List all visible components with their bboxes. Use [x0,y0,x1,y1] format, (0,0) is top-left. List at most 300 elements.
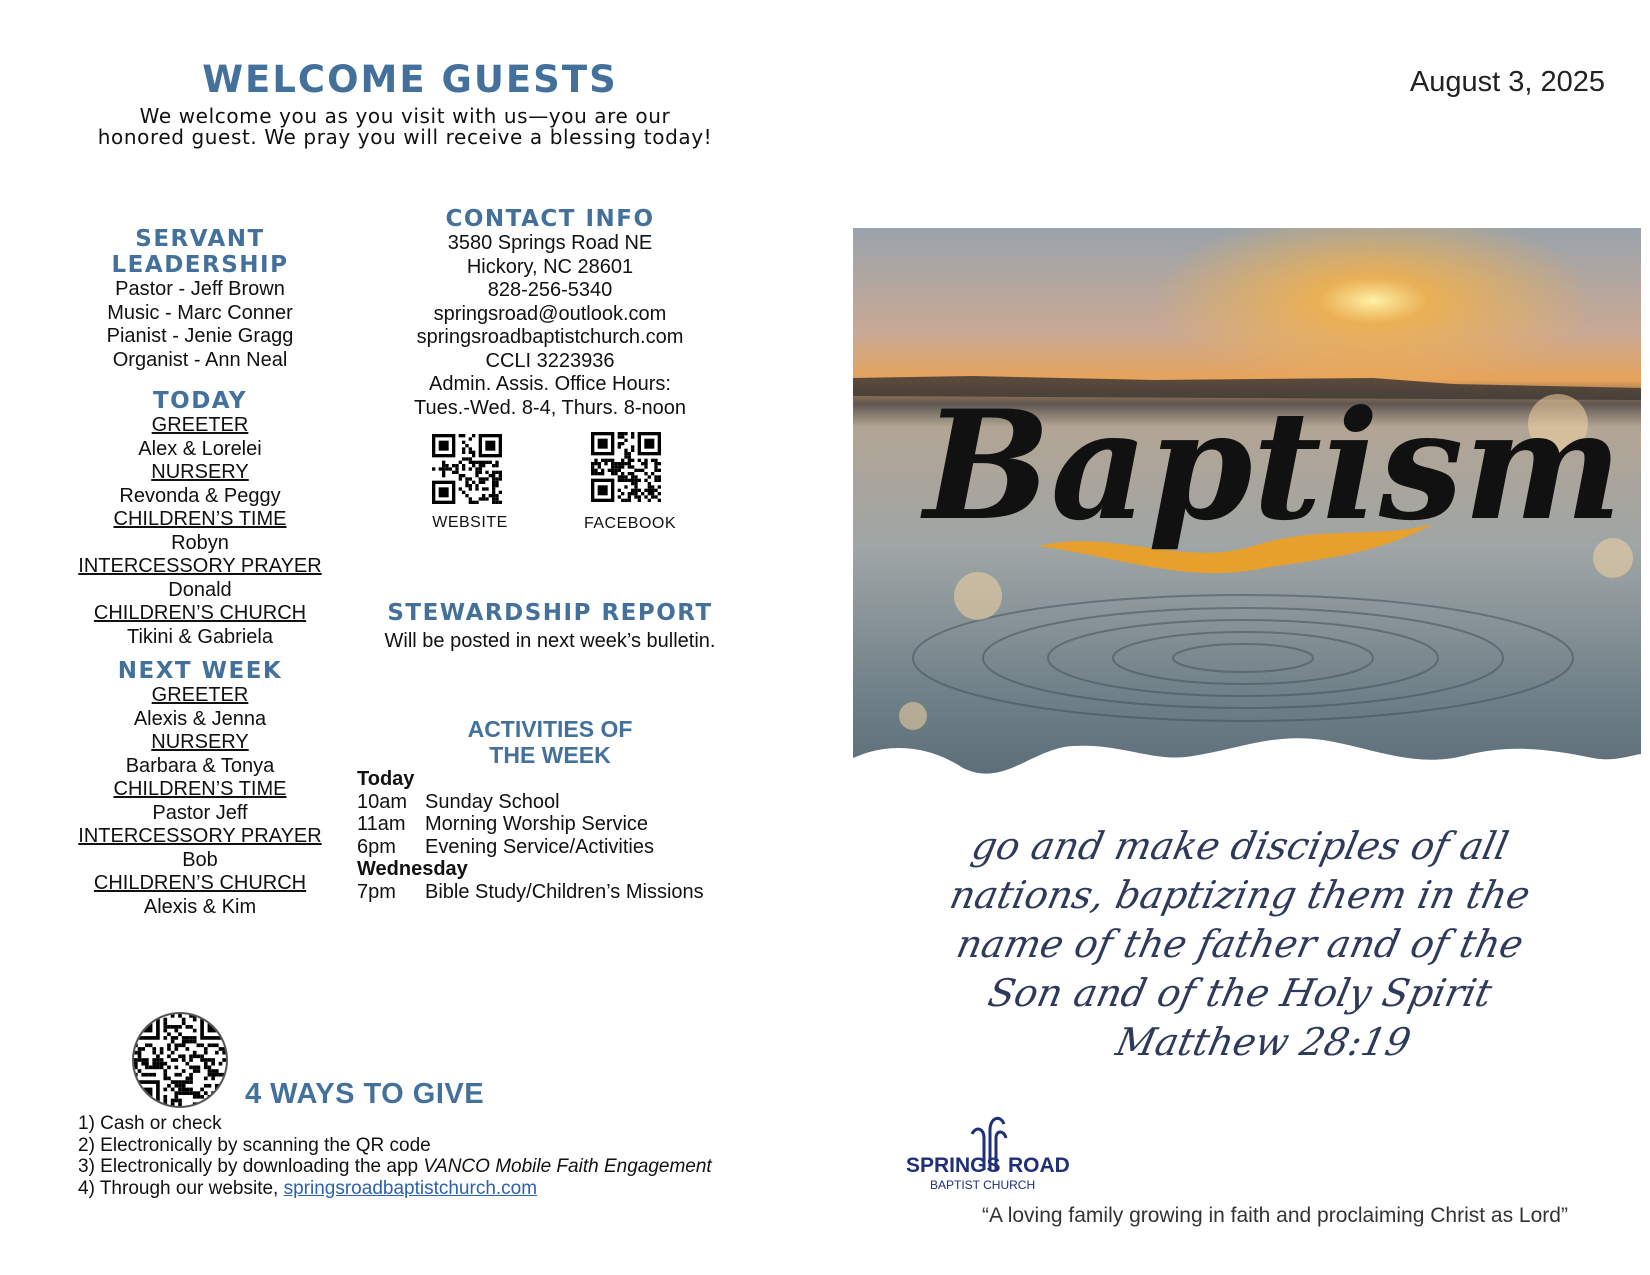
qr-module [174,1025,178,1029]
qr-module [167,1054,171,1058]
next-week-section [70,658,330,919]
qr-module [459,477,462,480]
qr-module [624,485,627,488]
qr-module [219,1088,223,1092]
qr-module [171,1051,175,1055]
qr-module [134,1058,138,1062]
qr-module [204,1047,208,1051]
qr-module [591,465,594,468]
qr-module [163,1099,167,1103]
qr-module [197,1066,201,1070]
qr-module [654,495,657,498]
qr-module [492,484,495,487]
qr-module [601,469,604,472]
qr-module [160,1051,164,1055]
role-names: Robyn [171,531,229,554]
qr-module [495,464,498,467]
qr-module [459,461,462,464]
qr-module [618,475,621,478]
qr-module [182,1043,186,1047]
qr-module [455,464,458,467]
qr-module [462,434,465,437]
qr-module [134,1062,138,1066]
qr-module [197,1043,201,1047]
stewardship-heading: STEWARDSHIP REPORT [387,600,713,626]
qr-module [445,467,448,470]
qr-module [648,499,651,502]
qr-module [189,1040,193,1044]
giving-qr-code[interactable] [132,1012,228,1108]
qr-module [197,1069,201,1073]
qr-module [189,1073,193,1077]
qr-module [598,472,601,475]
role-label: CHILDREN’S TIME [113,778,287,800]
qr-module [193,1036,197,1040]
qr-module [171,1088,175,1092]
qr-module [621,432,624,435]
role-names: Pastor Jeff [152,801,248,824]
qr-module [495,497,498,500]
baptism-cover-image [853,228,1641,813]
qr-module [197,1095,201,1099]
qr-module [601,472,604,475]
qr-module [204,1066,208,1070]
vanco-app-name: VANCO Mobile Faith Engagement [423,1156,712,1177]
activity-event: Bible Study/Children’s Missions [425,880,704,903]
qr-module [163,1018,167,1022]
qr-module [469,477,472,480]
qr-module [138,1058,142,1062]
qr-module [200,1058,204,1062]
qr-module [163,1021,167,1025]
qr-module [208,1102,212,1106]
qr-module [472,454,475,457]
qr-module [134,1051,138,1055]
qr-module [618,465,621,468]
verse-line: name of the father and of the [952,922,1528,966]
qr-module [489,461,492,464]
activity-row [357,881,777,904]
qr-module [614,469,617,472]
activities-list [357,768,777,903]
qr-module [182,1054,186,1058]
qr-module [469,501,472,504]
qr-module [197,1091,201,1095]
qr-module [174,1029,178,1033]
qr-module [452,471,455,474]
qr-module [189,1080,193,1084]
qr-module [631,449,634,452]
qr-module [618,489,621,492]
role-label: GREETER [151,684,249,706]
qr-module [197,1054,201,1058]
qr-module [658,479,661,482]
qr-module [163,1077,167,1081]
qr-module [138,1069,142,1073]
qr-module [171,1040,175,1044]
qr-module [149,1043,153,1047]
qr-module [211,1062,215,1066]
contact-city: Hickory, NC 28601 [466,255,634,278]
qr-module [631,489,634,492]
qr-module [618,469,621,472]
contact-section [370,206,730,420]
qr-module [608,469,611,472]
qr-module [611,459,614,462]
qr-module [215,1088,219,1092]
qr-module [160,1062,164,1066]
qr-module [208,1069,212,1073]
role-names: Bob [182,848,218,871]
bulletin-date: August 3, 2025 [1409,66,1605,98]
office-hours: Tues.-Wed. 8-4, Thurs. 8-noon [414,396,686,419]
verse-line: nations, baptizing them in the [946,873,1535,917]
qr-module [634,479,637,482]
qr-module [171,1102,175,1106]
qr-module [485,497,488,500]
role-names: Alexis & Kim [143,895,257,918]
qr-module [611,465,614,468]
servant-leadership-section [70,226,330,372]
qr-module [189,1077,193,1081]
qr-module [178,1091,182,1095]
qr-module [134,1043,138,1047]
giving-item [78,1156,712,1178]
qr-module [200,1054,204,1058]
qr-module [479,477,482,480]
qr-module [644,472,647,475]
qr-module [171,1025,175,1029]
giving-item [78,1178,712,1200]
qr-module [208,1058,212,1062]
qr-module [204,1062,208,1066]
qr-module [156,1054,160,1058]
qr-module [651,495,654,498]
qr-module [638,499,641,502]
qr-module [499,474,502,477]
qr-module [651,472,654,475]
role-label: CHILDREN’S TIME [113,508,287,530]
qr-module [631,482,634,485]
qr-module [654,489,657,492]
qr-module [634,485,637,488]
qr-module [178,1080,182,1084]
leader-item: Organist - Ann Neal [112,348,288,371]
qr-module [163,1036,167,1040]
facebook-qr-label: FACEBOOK [583,515,677,532]
qr-module [211,1073,215,1077]
qr-module [204,1091,208,1095]
qr-finder-module [485,441,495,451]
qr-module [163,1102,167,1106]
qr-module [167,1047,171,1051]
qr-module [658,462,661,465]
giving-website-link[interactable]: springsroadbaptistchurch.com [283,1177,538,1199]
qr-module [167,1025,171,1029]
qr-module [651,492,654,495]
role-names: Alexis & Jenna [133,707,267,730]
qr-module [648,489,651,492]
qr-module [174,1058,178,1062]
qr-module [648,482,651,485]
qr-module [186,1091,190,1095]
qr-module [492,491,495,494]
qr-module [174,1099,178,1103]
qr-module [495,471,498,474]
activities-day-wednesday: Wednesday [357,858,468,880]
activity-time: 7pm [357,880,396,903]
qr-module [186,1047,190,1051]
activity-time: 11am [357,813,406,835]
role-label: NURSERY [151,731,249,753]
qr-module [219,1062,223,1066]
qr-module [200,1088,204,1092]
qr-module [211,1077,215,1081]
qr-finder-module [208,1021,219,1032]
qr-module [634,492,637,495]
baptism-title: Baptism [923,378,1623,554]
qr-module [174,1073,178,1077]
qr-module [465,484,468,487]
qr-module [189,1054,193,1058]
office-hours-label: Admin. Assis. Office Hours: [429,373,671,395]
qr-module [475,471,478,474]
qr-module [152,1047,156,1051]
qr-module [638,479,641,482]
qr-module [449,467,452,470]
qr-module [215,1102,219,1106]
qr-module [459,487,462,490]
qr-module [219,1047,223,1051]
qr-module [442,467,445,470]
qr-module [621,465,624,468]
qr-module [189,1025,193,1029]
qr-module [222,1058,226,1062]
qr-module [167,1043,171,1047]
qr-module [634,469,637,472]
qr-module [598,465,601,468]
qr-module [145,1043,149,1047]
qr-module [462,441,465,444]
qr-module [624,479,627,482]
qr-module [628,462,631,465]
facebook-qr-code[interactable] [591,432,661,502]
qr-module [193,1018,197,1022]
qr-module [489,494,492,497]
qr-finder-module [141,1021,152,1032]
activity-row [357,836,777,859]
qr-module [479,497,482,500]
qr-module [628,452,631,455]
activity-event: Sunday School [425,790,560,813]
welcome-line-2: honored guest. We pray you will receive a blessing today! [97,125,713,149]
qr-module [648,492,651,495]
qr-module [472,461,475,464]
qr-module [171,1036,175,1040]
qr-module [644,462,647,465]
qr-module [178,1099,182,1103]
qr-module [499,501,502,504]
qr-module [178,1073,182,1077]
qr-module [641,462,644,465]
qr-module [634,482,637,485]
qr-module [182,1091,186,1095]
qr-module [482,494,485,497]
qr-module [658,475,661,478]
qr-module [618,445,621,448]
qr-module [174,1091,178,1095]
contact-ccli: CCLI 3223936 [485,349,615,372]
qr-module [658,485,661,488]
qr-module [654,459,657,462]
qr-module [475,467,478,470]
qr-module [182,1018,186,1022]
qr-module [634,489,637,492]
qr-module [156,1066,160,1070]
qr-module [134,1066,138,1070]
role-label: CHILDREN’S CHURCH [93,872,307,894]
leader-item: Pastor - Jeff Brown [115,278,285,300]
qr-module [604,459,607,462]
qr-module [145,1073,149,1077]
qr-module [628,465,631,468]
qr-module [631,445,634,448]
qr-module [621,475,624,478]
qr-module [197,1102,201,1106]
qr-module [628,495,631,498]
qr-module [215,1084,219,1088]
qr-module [186,1088,190,1092]
qr-module [182,1080,186,1084]
qr-module [171,1058,175,1062]
qr-module [193,1040,197,1044]
qr-module [141,1047,145,1051]
qr-module [618,495,621,498]
giving-qr-pattern [134,1014,226,1106]
qr-module [651,459,654,462]
qr-module [644,465,647,468]
qr-module [211,1058,215,1062]
qr-module [654,479,657,482]
qr-module [163,1029,167,1033]
qr-module [624,462,627,465]
qr-module [465,444,468,447]
qr-module [459,474,462,477]
qr-module [445,464,448,467]
qr-module [482,497,485,500]
qr-module [621,435,624,438]
qr-module [489,474,492,477]
qr-module [152,1058,156,1062]
qr-module [611,472,614,475]
verse-line: Son and of the Holy Spirit [984,971,1496,1015]
qr-module [472,481,475,484]
qr-module [608,459,611,462]
qr-module [222,1080,226,1084]
qr-module [174,1095,178,1099]
qr-module [156,1062,160,1066]
leader-item: Pianist - Jenie Gragg [106,325,294,347]
qr-finder-module [141,1088,152,1099]
activity-row [357,813,777,836]
qr-module [634,495,637,498]
qr-module [469,461,472,464]
qr-finder-module [644,439,654,449]
qr-module [163,1073,167,1077]
qr-module [492,481,495,484]
qr-module [193,1069,197,1073]
qr-module [495,481,498,484]
giving-item: 2) Electronically by scanning the QR code [78,1134,431,1156]
qr-module [219,1084,223,1088]
giving-heading: 4 WAYS TO GIVE [245,1078,485,1110]
qr-module [219,1091,223,1095]
qr-finder-module [439,487,449,497]
qr-module [495,477,498,480]
welcome-text [70,106,740,148]
contact-heading: CONTACT INFO [445,206,655,232]
qr-module [621,442,624,445]
qr-module [219,1099,223,1103]
next-week-heading: NEXT WEEK [117,658,283,684]
qr-module [462,451,465,454]
qr-module [178,1102,182,1106]
leader-item: Music - Marc Conner [107,301,293,324]
qr-module [485,487,488,490]
qr-module [621,462,624,465]
qr-module [658,469,661,472]
qr-module [624,499,627,502]
stewardship-section [360,600,740,653]
qr-module [149,1066,153,1070]
role-names: Tikini & Gabriela [127,625,273,648]
qr-module [222,1047,226,1051]
qr-module [462,447,465,450]
qr-module [200,1095,204,1099]
qr-module [208,1043,212,1047]
qr-module [618,435,621,438]
qr-module [156,1058,160,1062]
qr-module [211,1102,215,1106]
qr-module [485,471,488,474]
qr-module [186,1062,190,1066]
qr-module [472,464,475,467]
qr-module [182,1021,186,1025]
church-logo [900,1110,1080,1194]
qr-module [475,484,478,487]
qr-module [208,1084,212,1088]
qr-module [618,432,621,435]
servant-heading-2: LEADERSHIP [111,252,289,278]
qr-module [621,472,624,475]
qr-module [492,487,495,490]
qr-module [614,465,617,468]
activity-event: Evening Service/Activities [425,835,654,858]
role-names: Revonda & Peggy [119,484,281,507]
qr-module [138,1051,142,1055]
activity-time: 10am [357,790,408,813]
role-label: INTERCESSORY PRAYER [78,555,322,577]
qr-module [178,1025,182,1029]
logo-baptist-church: BAPTIST CHURCH [930,1178,1036,1192]
qr-module [193,1051,197,1055]
qr-module [182,1036,186,1040]
website-qr-code[interactable] [432,434,502,504]
qr-module [631,492,634,495]
qr-module [628,459,631,462]
qr-module [465,457,468,460]
qr-module [492,477,495,480]
